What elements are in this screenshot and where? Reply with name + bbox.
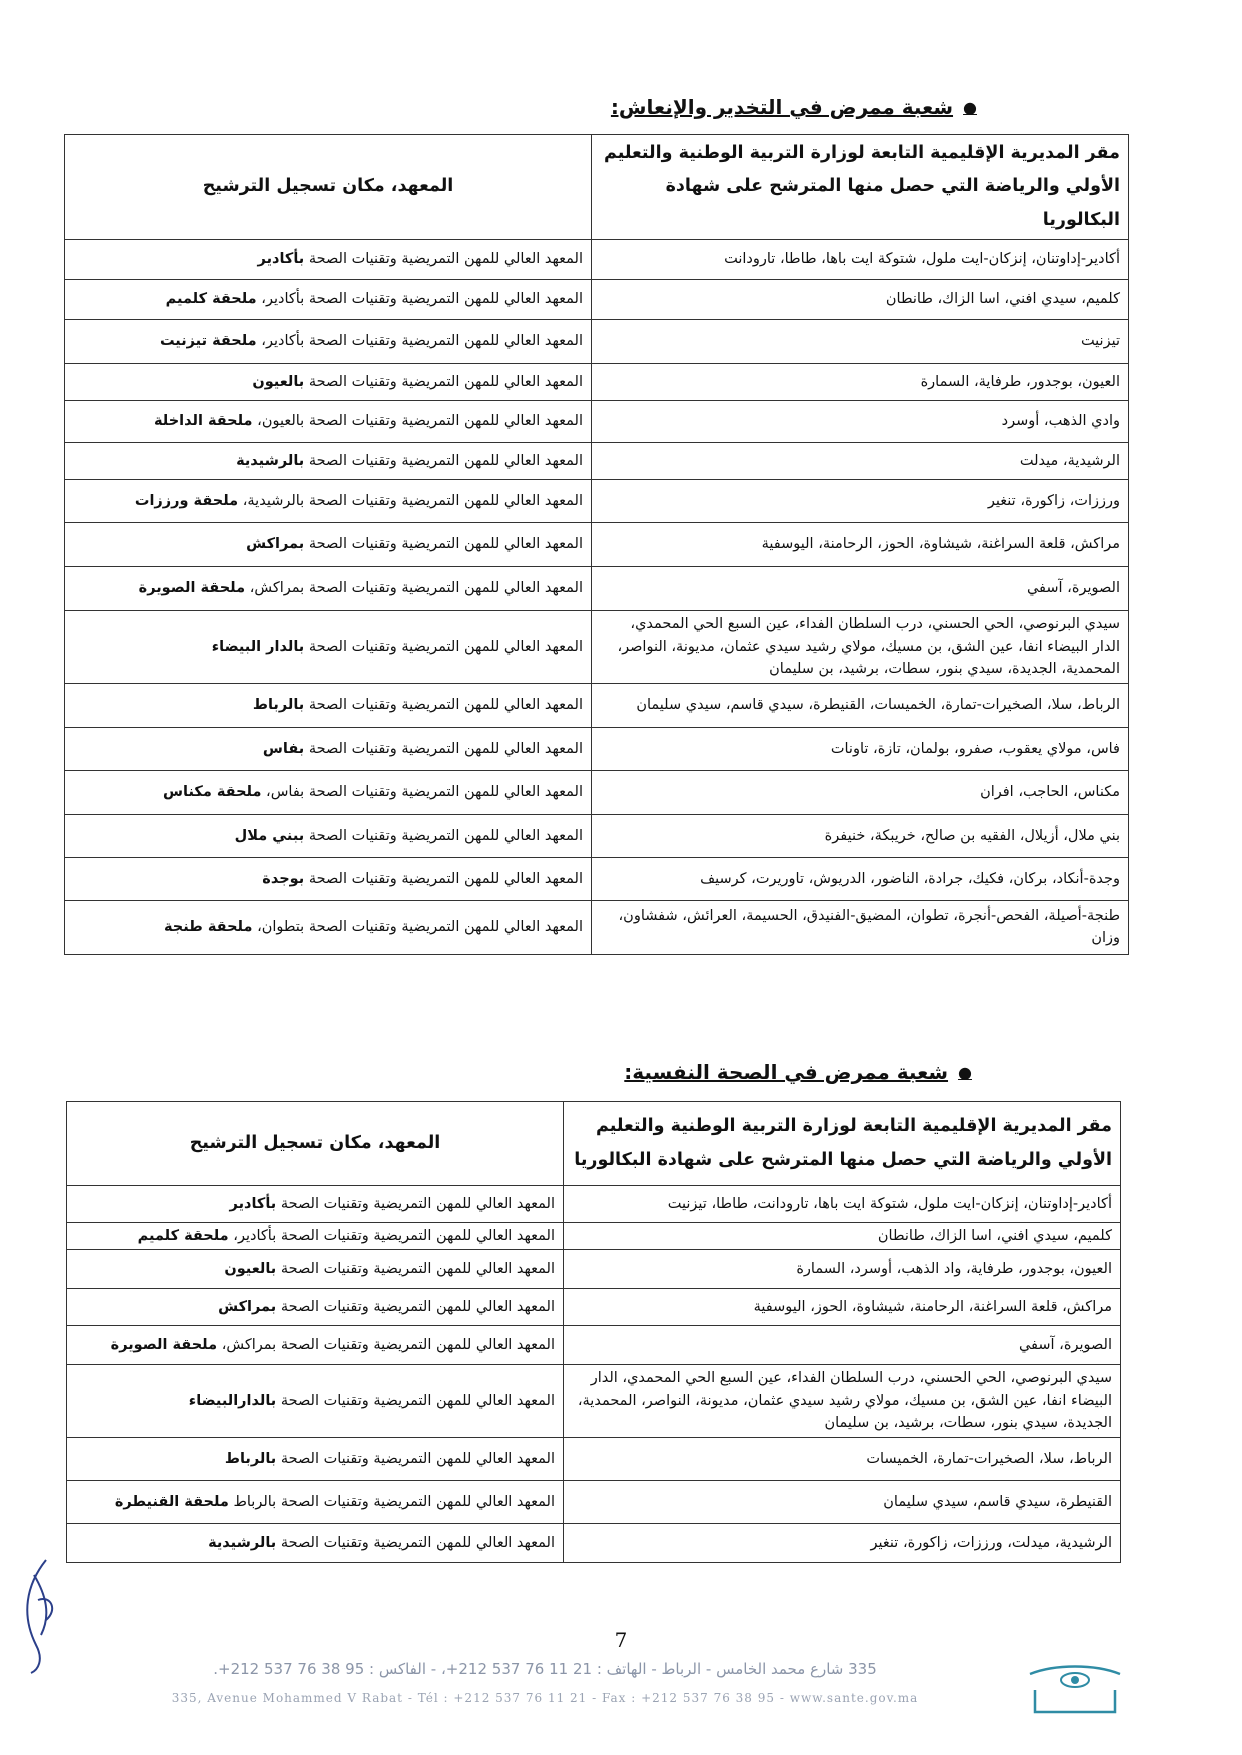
institute-location: بالرشيدية — [208, 1534, 277, 1551]
header-directorate: مقر المديرية الإقليمية التابعة لوزارة التربية الوطنية والتعليم الأولي والرياضة التي حصل منها المترشح على شهادة البكالوريا — [564, 1102, 1121, 1186]
institute-location: بفاس — [262, 740, 305, 757]
institute-cell — [65, 900, 592, 954]
institute-cell — [65, 239, 592, 279]
institute-location: ملحقة الداخلة — [153, 413, 253, 430]
institute-prefix: المعهد العالي للمهن التمريضية وتقنيات الصحة بالرباط — [233, 1493, 555, 1510]
institute-prefix: المعهد العالي للمهن التمريضية وتقنيات الصحة — [280, 1195, 555, 1212]
institute-location: ملحقة طنجة — [164, 919, 253, 936]
directorate-cell: الرباط، سلا، الصخيرات-تمارة، الخميسات — [564, 1437, 1121, 1480]
directorate-cell: العيون، بوجدور، طرفاية، السمارة — [592, 363, 1129, 400]
institute-prefix: المعهد العالي للمهن التمريضية وتقنيات الصحة بأكادير، — [261, 291, 583, 308]
directorate-cell: كلميم، سيدي افني، اسا الزاك، طانطان — [564, 1223, 1121, 1250]
header-institute: المعهد، مكان تسجيل الترشيح — [65, 135, 592, 240]
directorate-cell: فاس، مولاي يعقوب، صفرو، بولمان، تازة، تاونات — [592, 727, 1129, 770]
institute-location: بالرباط — [224, 1450, 277, 1467]
institute-cell — [65, 400, 592, 442]
institute-prefix: المعهد العالي للمهن التمريضية وتقنيات الصحة — [308, 452, 583, 469]
institute-cell — [65, 727, 592, 770]
institute-location: بالدارالبيضاء — [188, 1392, 277, 1409]
institute-cell — [67, 1523, 564, 1562]
table-row — [65, 479, 1129, 522]
table-row — [65, 610, 1129, 683]
institute-location: ملحقة كلميم — [137, 1228, 229, 1244]
page-number: 7 — [614, 1628, 628, 1652]
directorate-cell: مراكش، قلعة السراغنة، الرحامنة، شيشاوة، الحوز، اليوسفية — [564, 1289, 1121, 1326]
signature-mark — [16, 1555, 66, 1675]
section-title-text: شعبة ممرض في التخدير والإنعاش: — [610, 95, 954, 119]
institute-location: بمراكش — [218, 1299, 277, 1316]
bullet-icon: ● — [963, 97, 977, 117]
institute-location: ملحقة القنيطرة — [114, 1493, 229, 1510]
institute-location: بالرباط — [252, 697, 305, 714]
table-row — [67, 1186, 1121, 1223]
directorate-cell: سيدي البرنوصي، الحي الحسني، درب السلطان الفداء، عين السبع الحي المحمدي، الدار البيضاء انفا، عين الشق، بن مسيك، مولاي رشيد سيدي عثمان، مديونة، النواصر، المحمدية، الجديدة، سيدي بنور، سطات، برشيد، بن سليمان — [564, 1365, 1121, 1437]
institute-prefix: المعهد العالي للمهن التمريضية وتقنيات الصحة بفاس، — [266, 784, 583, 801]
table-row — [65, 566, 1129, 610]
institute-prefix: المعهد العالي للمهن التمريضية وتقنيات الصحة — [280, 1392, 555, 1409]
directorate-cell: الرشيدية، ميدلت — [592, 442, 1129, 479]
institute-prefix: المعهد العالي للمهن التمريضية وتقنيات الصحة — [308, 251, 583, 268]
institute-prefix: المعهد العالي للمهن التمريضية وتقنيات الصحة — [308, 373, 583, 390]
directorate-cell: أكادير-إداوتنان، إنزكان-ايت ملول، شتوكة ايت باها، تارودانت، طاطا، تيزنيت — [564, 1186, 1121, 1223]
table-row — [65, 400, 1129, 442]
institute-prefix: المعهد العالي للمهن التمريضية وتقنيات الصحة — [280, 1261, 555, 1278]
institute-location: ملحقة الصويرة — [110, 1337, 218, 1354]
table-row — [67, 1480, 1121, 1523]
table-row — [65, 239, 1129, 279]
directorate-cell: تيزنيت — [592, 319, 1129, 363]
directorate-cell: ورززات، زاكورة، تنغير — [592, 479, 1129, 522]
institute-cell — [65, 522, 592, 566]
institute-location: بالعيون — [252, 373, 305, 390]
directorate-cell: وجدة-أنكاد، بركان، فكيك، جرادة، الناضور، الدريوش، تاوريرت، كرسيف — [592, 857, 1129, 900]
table-row — [65, 814, 1129, 857]
table-row — [65, 900, 1129, 954]
bullet-icon: ● — [958, 1062, 972, 1082]
directorate-cell: الرشيدية، ميدلت، ورززات، زاكورة، تنغير — [564, 1523, 1121, 1562]
institute-cell — [67, 1437, 564, 1480]
institute-cell — [67, 1289, 564, 1326]
institute-prefix: المعهد العالي للمهن التمريضية وتقنيات الصحة — [280, 1534, 555, 1551]
institute-prefix: المعهد العالي للمهن التمريضية وتقنيات الصحة — [308, 870, 583, 887]
institute-cell — [67, 1326, 564, 1365]
directorate-cell: العيون، بوجدور، طرفاية، واد الذهب، أوسرد، السمارة — [564, 1250, 1121, 1289]
institute-cell — [65, 566, 592, 610]
footer-address-fr: 335, Avenue Mohammed V Rabat - Tél : +212 537 76 11 21 - Fax : +212 537 76 38 95 - www.sante.gov.ma — [171, 1691, 919, 1705]
institute-prefix: المعهد العالي للمهن التمريضية وتقنيات الصحة — [280, 1450, 555, 1467]
institute-prefix: المعهد العالي للمهن التمريضية وتقنيات الصحة — [308, 740, 583, 757]
directorate-cell: سيدي البرنوصي، الحي الحسني، درب السلطان الفداء، عين السبع الحي المحمدي، الدار البيضاء انفا، عين الشق، بن مسيك، مولاي رشيد سيدي عثمان، مديونة، النواصر، المحمدية، الجديدة، سيدي بنور، سطات، برشيد، بن سليمان — [592, 610, 1129, 683]
header-directorate: مقر المديرية الإقليمية التابعة لوزارة التربية الوطنية والتعليم الأولي والرياضة التي حصل منها المترشح على شهادة البكالوريا — [592, 135, 1129, 240]
table-row — [65, 363, 1129, 400]
institute-prefix: المعهد العالي للمهن التمريضية وتقنيات الصحة بمراكش، — [221, 1337, 555, 1354]
institute-prefix: المعهد العالي للمهن التمريضية وتقنيات الصحة — [280, 1299, 555, 1316]
institute-cell — [65, 479, 592, 522]
institute-location: ملحقة ورززات — [134, 492, 239, 509]
institute-prefix: المعهد العالي للمهن التمريضية وتقنيات الصحة بمراكش، — [249, 580, 583, 597]
institute-location: بأكادير — [257, 251, 305, 268]
mental-health-table — [66, 1101, 1121, 1563]
institute-cell — [67, 1250, 564, 1289]
section-title-mental-health — [624, 1060, 972, 1084]
institute-cell — [65, 279, 592, 319]
table-row — [65, 770, 1129, 814]
table-row — [67, 1223, 1121, 1250]
institute-prefix: المعهد العالي للمهن التمريضية وتقنيات الصحة — [308, 536, 583, 553]
institute-location: بالرشيدية — [236, 452, 305, 469]
table-row — [67, 1250, 1121, 1289]
table-row — [67, 1326, 1121, 1365]
directorate-cell: الصويرة، آسفي — [564, 1326, 1121, 1365]
institute-location: بأكادير — [229, 1195, 277, 1212]
institute-prefix: المعهد العالي للمهن التمريضية وتقنيات الصحة بأكادير، — [261, 333, 583, 350]
institute-prefix: المعهد العالي للمهن التمريضية وتقنيات الصحة — [308, 638, 583, 655]
section-title-text: شعبة ممرض في الصحة النفسية: — [624, 1060, 949, 1084]
institute-cell — [65, 319, 592, 363]
institute-prefix: المعهد العالي للمهن التمريضية وتقنيات الصحة بالعيون، — [257, 413, 583, 430]
table-row — [67, 1437, 1121, 1480]
institute-location: بالعيون — [224, 1261, 277, 1278]
table-row — [67, 1523, 1121, 1562]
institute-cell — [67, 1365, 564, 1437]
institute-location: بوجدة — [262, 870, 305, 887]
table-row — [65, 522, 1129, 566]
table-row — [67, 1289, 1121, 1326]
institute-prefix: المعهد العالي للمهن التمريضية وتقنيات الصحة — [308, 827, 583, 844]
institute-cell — [67, 1223, 564, 1250]
directorate-cell: القنيطرة، سيدي قاسم، سيدي سليمان — [564, 1480, 1121, 1523]
table-row — [65, 727, 1129, 770]
institute-location: ملحقة الصويرة — [138, 580, 246, 597]
directorate-cell: مكناس، الحاجب، افران — [592, 770, 1129, 814]
directorate-cell: طنجة-أصيلة، الفحص-أنجرة، تطوان، المضيق-الفنيدق، الحسيمة، العرائش، شفشاون، وزان — [592, 900, 1129, 954]
table-row — [65, 857, 1129, 900]
institute-prefix: المعهد العالي للمهن التمريضية وتقنيات الصحة — [308, 697, 583, 714]
directorate-cell: كلميم، سيدي افني، اسا الزاك، طانطان — [592, 279, 1129, 319]
institute-cell — [67, 1186, 564, 1223]
directorate-cell: مراكش، قلعة السراغنة، شيشاوة، الحوز، الرحامنة، اليوسفية — [592, 522, 1129, 566]
footer-address-ar: 335 شارع محمد الخامس - الرباط - الهاتف : 21 11 76 537 212+، - الفاكس : 95 38 76 537 212+. — [213, 1660, 877, 1678]
institute-prefix: المعهد العالي للمهن التمريضية وتقنيات الصحة بأكادير، — [233, 1228, 555, 1244]
institute-location: بالدار البيضاء — [211, 638, 305, 655]
directorate-cell: الصويرة، آسفي — [592, 566, 1129, 610]
institute-prefix: المعهد العالي للمهن التمريضية وتقنيات الصحة بالرشيدية، — [242, 492, 583, 509]
institute-prefix: المعهد العالي للمهن التمريضية وتقنيات الصحة بتطوان، — [257, 919, 583, 936]
table-row — [65, 319, 1129, 363]
institute-cell — [65, 610, 592, 683]
table-row — [65, 442, 1129, 479]
header-institute: المعهد، مكان تسجيل الترشيح — [67, 1102, 564, 1186]
directorate-cell: أكادير-إداوتنان، إنزكان-ايت ملول، شتوكة ايت باها، طاطا، تارودانت — [592, 239, 1129, 279]
institute-location: ملحقة كلميم — [165, 291, 257, 308]
table-row — [65, 279, 1129, 319]
institute-location: بمراكش — [246, 536, 305, 553]
institute-cell — [65, 770, 592, 814]
anesthesia-table — [64, 134, 1129, 955]
institute-cell — [65, 442, 592, 479]
table-row — [67, 1365, 1121, 1437]
table-header-row — [65, 135, 1129, 240]
directorate-cell: الرباط، سلا، الصخيرات-تمارة، الخميسات، القنيطرة، سيدي قاسم، سيدي سليمان — [592, 683, 1129, 727]
directorate-cell: وادي الذهب، أوسرد — [592, 400, 1129, 442]
table-header-row — [67, 1102, 1121, 1186]
institute-location: ملحقة مكناس — [163, 784, 262, 801]
ministry-logo-icon — [1025, 1660, 1125, 1720]
institute-location: ملحقة تيزنيت — [159, 333, 257, 350]
institute-location: ببني ملال — [234, 827, 305, 844]
institute-cell — [65, 683, 592, 727]
directorate-cell: بني ملال، أزيلال، الفقيه بن صالح، خريبكة، خنيفرة — [592, 814, 1129, 857]
institute-cell — [65, 363, 592, 400]
institute-cell — [65, 814, 592, 857]
section-title-anesthesia — [611, 95, 977, 119]
institute-cell — [65, 857, 592, 900]
table-row — [65, 683, 1129, 727]
institute-cell — [67, 1480, 564, 1523]
